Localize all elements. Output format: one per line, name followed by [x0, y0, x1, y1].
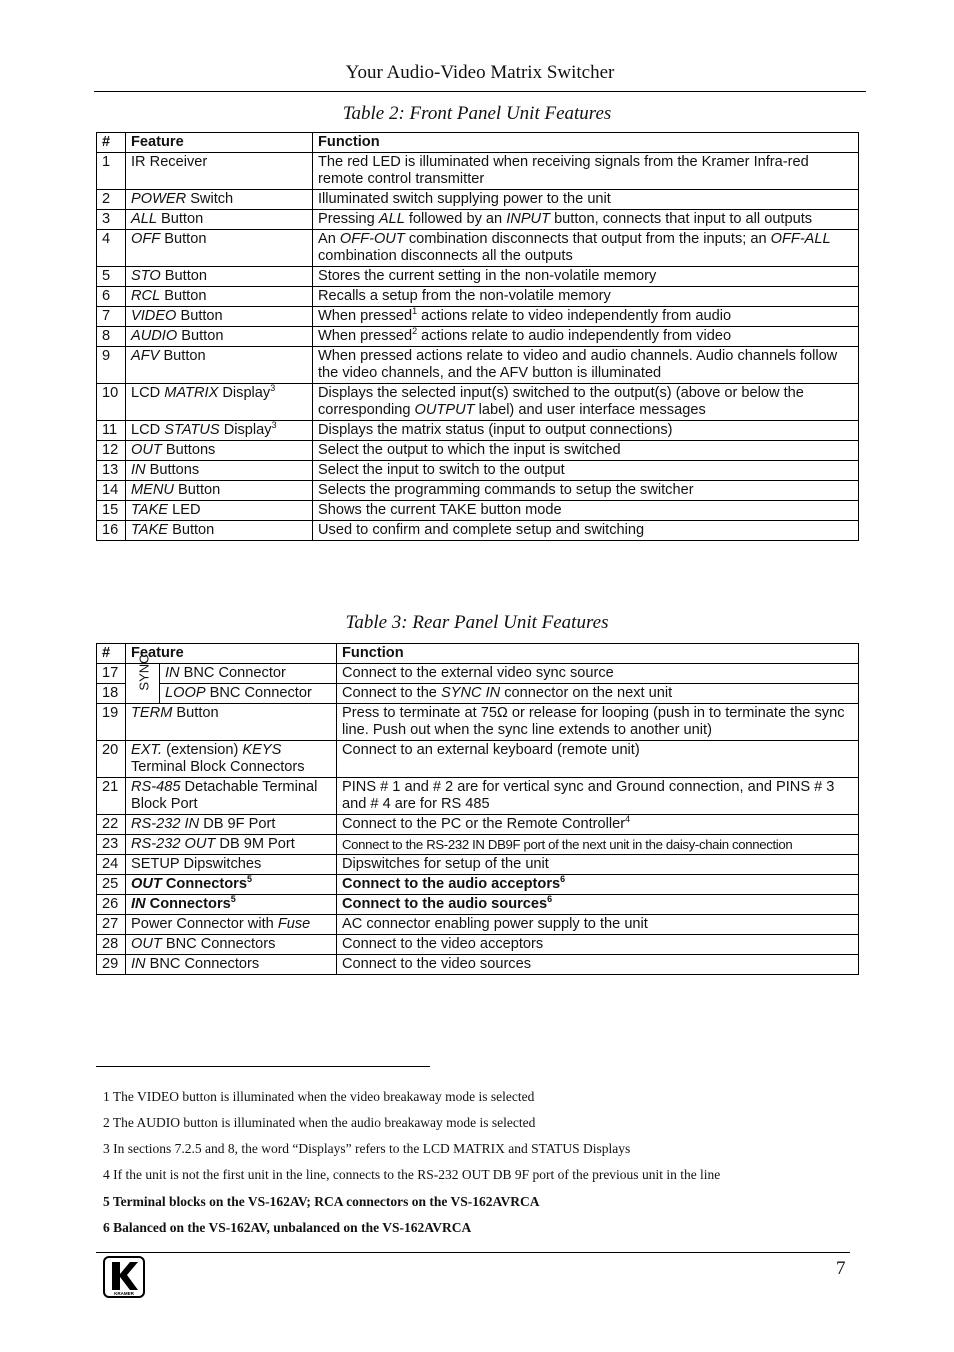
feature-cell: RS-232 OUT DB 9M Port: [126, 835, 337, 855]
row-number: 1: [97, 153, 126, 190]
feature-cell: STO Button: [126, 267, 313, 287]
feature-cell: AFV Button: [126, 347, 313, 384]
col-feature-header: Feature: [126, 133, 313, 153]
col-number-header: #: [97, 133, 126, 153]
footnote-6: 6 Balanced on the VS-162AV, unbalanced on the VS-162AVRCA: [103, 1220, 472, 1235]
footnote-5: 5 Terminal blocks on the VS-162AV; RCA connectors on the VS-162AVRCA: [103, 1194, 540, 1209]
function-cell: Dipswitches for setup of the unit: [337, 855, 859, 875]
table-row: [97, 521, 859, 541]
function-cell: An OFF-OUT combination disconnects that output from the inputs; an OFF-ALL combination disconnects all the outputs: [313, 230, 859, 267]
row-number: 23: [97, 835, 126, 855]
table-row: [97, 778, 859, 815]
feature-cell: RS-485 Detachable Terminal Block Port: [126, 778, 337, 815]
function-cell: Connect to the audio sources$^6$: [337, 895, 859, 915]
footnote-1: 1 The VIDEO button is illuminated when the video breakaway mode is selected: [103, 1089, 535, 1104]
table-row: [97, 835, 859, 855]
feature-cell: MENU Button: [126, 481, 313, 501]
footnote-ref: 6: [547, 894, 553, 904]
footnote-ref: 6: [560, 874, 566, 884]
row-number: 27: [97, 915, 126, 935]
function-cell: Illuminated switch supplying power to the unit: [313, 190, 859, 210]
table-row: [97, 741, 859, 778]
feature-cell: IN BNC Connector: [160, 664, 337, 684]
row-number: 29: [97, 955, 126, 975]
feature-cell: TAKE LED: [126, 501, 313, 521]
table-row: [97, 815, 859, 835]
table-row: [97, 230, 859, 267]
feature-cell: LCD MATRIX Display$^3$: [126, 384, 313, 421]
table-row: [97, 461, 859, 481]
row-number: 4: [97, 230, 126, 267]
table-row: [97, 855, 859, 875]
footnote-ref: 5: [230, 894, 236, 904]
table-row: [97, 153, 859, 190]
row-number: 22: [97, 815, 126, 835]
row-number: 20: [97, 741, 126, 778]
footnote-ref: 4: [625, 814, 631, 824]
row-number: 15: [97, 501, 126, 521]
table3-caption: Table 3: Rear Panel Unit Features: [345, 612, 609, 633]
function-cell: Press to terminate at 75Ω or release for looping (push in to terminate the sync line. Push out when the sync line extends to another unit): [337, 704, 859, 741]
function-cell: Used to confirm and complete setup and switching: [313, 521, 859, 541]
footnote-ref: 3: [270, 383, 276, 393]
function-cell: When pressed$^1$ actions relate to video independently from audio: [313, 307, 859, 327]
function-cell: Select the output to which the input is switched: [313, 441, 859, 461]
sync-label: SYNC: [136, 654, 152, 691]
row-number: 12: [97, 441, 126, 461]
feature-cell: IR Receiver: [126, 153, 313, 190]
row-number: 11: [97, 421, 126, 441]
function-cell: Connect to the video sources: [337, 955, 859, 975]
row-number: 14: [97, 481, 126, 501]
function-cell: PINS # 1 and # 2 are for vertical sync and Ground connection, and PINS # 3 and # 4 are for RS 485: [337, 778, 859, 815]
feature-cell: TERM Button: [126, 704, 337, 741]
table-row: [97, 347, 859, 384]
function-cell: Recalls a setup from the non-volatile memory: [313, 287, 859, 307]
table-row: [97, 384, 859, 421]
footnote-ref: 2: [412, 326, 418, 336]
table-row: [97, 307, 859, 327]
function-cell: Connect to an external keyboard (remote unit): [337, 741, 859, 778]
function-cell: Displays the matrix status (input to output connections): [313, 421, 859, 441]
col-feature-header: Feature: [126, 644, 337, 664]
function-cell: Connect to the external video sync source: [337, 664, 859, 684]
feature-cell: VIDEO Button: [126, 307, 313, 327]
footnote-2: 2 The AUDIO button is illuminated when the audio breakaway mode is selected: [103, 1115, 536, 1130]
function-cell: Connect to the PC or the Remote Controller$^4$: [337, 815, 859, 835]
logo-text: KRAMER: [114, 1291, 134, 1296]
row-number: 9: [97, 347, 126, 384]
row-number: 8: [97, 327, 126, 347]
table-row: [97, 287, 859, 307]
row-number: 7: [97, 307, 126, 327]
function-cell: Displays the selected input(s) switched to the output(s) (above or below the corresponding OUTPUT label) and user interface messages: [313, 384, 859, 421]
row-number: 16: [97, 521, 126, 541]
footer-rule: [96, 1252, 850, 1253]
function-cell: Shows the current TAKE button mode: [313, 501, 859, 521]
function-cell: Select the input to switch to the output: [313, 461, 859, 481]
footnote-ref: 5: [246, 874, 252, 884]
col-function-header: Function: [337, 644, 859, 664]
sync-group-cell: [126, 654, 160, 704]
table-row: [97, 875, 859, 895]
header-rule: [94, 91, 866, 92]
col-function-header: Function: [313, 133, 859, 153]
feature-cell: EXT. (extension) KEYS Terminal Block Connectors: [126, 741, 337, 778]
table-row: [97, 421, 859, 441]
table-row: [97, 190, 859, 210]
function-cell: Pressing ALL followed by an INPUT button, connects that input to all outputs: [313, 210, 859, 230]
feature-cell: OUT Connectors$^5$: [126, 875, 337, 895]
row-number: 2: [97, 190, 126, 210]
footnote-3: 3 In sections 7.2.5 and 8, the word “Displays” refers to the LCD MATRIX and STATUS Displays: [103, 1141, 631, 1156]
table-row: [97, 664, 859, 684]
feature-cell: ALL Button: [126, 210, 313, 230]
function-cell: Connect to the audio acceptors$^6$: [337, 875, 859, 895]
feature-cell: POWER Switch: [126, 190, 313, 210]
feature-cell: AUDIO Button: [126, 327, 313, 347]
function-cell: The red LED is illuminated when receiving signals from the Kramer Infra-red remote control transmitter: [313, 153, 859, 190]
row-number: 26: [97, 895, 126, 915]
table-row: [97, 267, 859, 287]
function-cell: Connect to the video acceptors: [337, 935, 859, 955]
running-header: Your Audio-Video Matrix Switcher: [345, 62, 615, 83]
table-header-row: [97, 133, 859, 153]
row-number: 21: [97, 778, 126, 815]
function-cell: AC connector enabling power supply to the unit: [337, 915, 859, 935]
table-row: [97, 935, 859, 955]
feature-cell: IN Buttons: [126, 461, 313, 481]
function-cell: When pressed$^2$ actions relate to audio independently from video: [313, 327, 859, 347]
kramer-logo-icon: [103, 1256, 145, 1298]
feature-cell: TAKE Button: [126, 521, 313, 541]
row-number: 25: [97, 875, 126, 895]
row-number: 24: [97, 855, 126, 875]
row-number: 10: [97, 384, 126, 421]
row-number: 19: [97, 704, 126, 741]
feature-cell: LCD STATUS Display$^3$: [126, 421, 313, 441]
footnote-ref: 1: [412, 306, 418, 316]
row-number: 3: [97, 210, 126, 230]
function-cell: Connect to the SYNC IN connector on the next unit: [337, 684, 859, 704]
table-row: [97, 704, 859, 741]
table-row: [97, 501, 859, 521]
feature-cell: OFF Button: [126, 230, 313, 267]
feature-cell: RCL Button: [126, 287, 313, 307]
feature-cell: IN Connectors$^5$: [126, 895, 337, 915]
function-cell: Stores the current setting in the non-volatile memory: [313, 267, 859, 287]
kramer-k-glyph: [105, 1258, 143, 1296]
feature-cell: IN BNC Connectors: [126, 955, 337, 975]
row-number: 18: [97, 684, 126, 704]
footnote-4: 4 If the unit is not the first unit in the line, connects to the RS-232 OUT DB 9F port of the previous unit in the line: [103, 1167, 721, 1182]
footnote-ref: 3: [271, 420, 277, 430]
table-row: [97, 481, 859, 501]
table-header-row: [97, 644, 859, 664]
row-number: 13: [97, 461, 126, 481]
table-row: [97, 955, 859, 975]
row-number: 6: [97, 287, 126, 307]
rear-panel-table: [96, 643, 859, 975]
row-number: 5: [97, 267, 126, 287]
feature-cell: RS-232 IN DB 9F Port: [126, 815, 337, 835]
footnote-rule: [96, 1066, 430, 1067]
table2-caption: Table 2: Front Panel Unit Features: [342, 103, 612, 124]
front-panel-table: [96, 132, 859, 541]
feature-cell: OUT BNC Connectors: [126, 935, 337, 955]
function-cell: Connect to the RS-232 IN DB9F port of the next unit in the daisy-chain connection: [337, 835, 859, 855]
row-number: 17: [97, 664, 126, 684]
table-row: [97, 327, 859, 347]
col-number-header: #: [97, 644, 126, 664]
row-number: 28: [97, 935, 126, 955]
function-cell: When pressed actions relate to video and audio channels. Audio channels follow the video channels, and the AFV button is illuminated: [313, 347, 859, 384]
table-row: [97, 441, 859, 461]
feature-cell: LOOP BNC Connector: [160, 684, 337, 704]
table-row: [97, 895, 859, 915]
table-row: [97, 915, 859, 935]
table-row: [97, 210, 859, 230]
page-number: 7: [836, 1258, 846, 1279]
feature-cell: SETUP Dipswitches: [126, 855, 337, 875]
table-row: [97, 684, 859, 704]
feature-cell: Power Connector with Fuse: [126, 915, 337, 935]
feature-cell: OUT Buttons: [126, 441, 313, 461]
function-cell: Selects the programming commands to setup the switcher: [313, 481, 859, 501]
